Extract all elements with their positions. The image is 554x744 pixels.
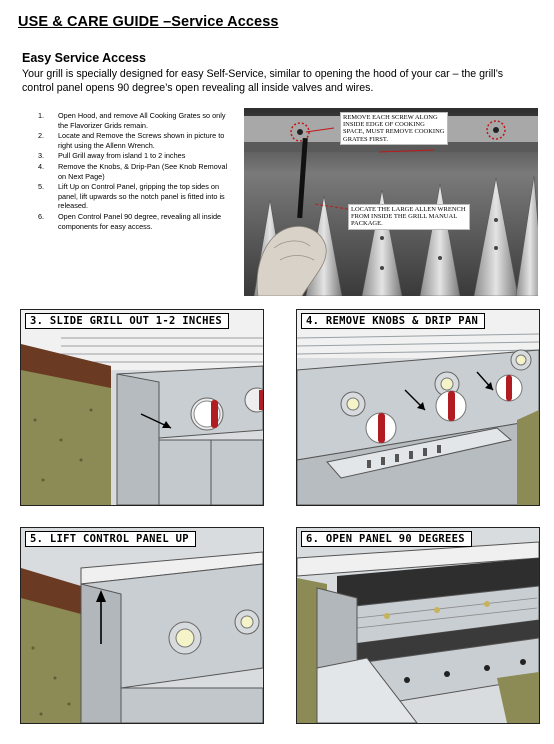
panel-title: 3. SLIDE GRILL OUT 1-2 INCHES — [25, 313, 229, 329]
step-panel-slide-out — [20, 309, 264, 506]
intro-paragraph: Your grill is specially designed for easy Self-Service, similar to opening the hood of your car – the grill’s control panel opens 90 degree’s open revealing all inside valves and wires. — [22, 68, 504, 94]
remove-knobs-illustration — [297, 310, 539, 505]
steps-list — [38, 111, 230, 232]
step-item — [38, 162, 230, 181]
step-number: 3. — [38, 151, 45, 161]
step-text: Remove the Knobs, & Drip-Pan (See Knob Removal on Next Page) — [58, 161, 228, 181]
step-panel-open-panel — [296, 527, 540, 724]
grill-interior-photo — [244, 108, 538, 296]
step-text: Pull Grill away from island 1 to 2 inches — [58, 151, 186, 161]
step-text: Locate and Remove the Screws shown in picture to right using the Allenn Wrench. — [58, 131, 225, 150]
step-item — [38, 111, 230, 130]
step-number: 2. — [38, 131, 45, 141]
step-item — [38, 182, 230, 211]
lift-panel-illustration — [21, 528, 263, 723]
screws-callout: REMOVE EACH SCREW ALONG INSIDE EDGE OF COOKING SPACE, MUST REMOVE COOKING GRATES FIRST. — [340, 112, 448, 145]
step-number: 5. — [38, 182, 45, 192]
step-text: Open Control Panel 90 degree, revealing all inside components for easy access. — [58, 211, 222, 231]
wrench-callout: LOCATE THE LARGE ALLEN WRENCH FROM INSIDE THE GRILL MANUAL PACKAGE. — [348, 204, 470, 230]
section-heading: Easy Service Access — [22, 51, 146, 65]
panel-title: 6. OPEN PANEL 90 DEGREES — [301, 531, 472, 547]
step-number: 4. — [38, 161, 45, 171]
page-title: USE & CARE GUIDE –Service Access — [18, 14, 279, 30]
open-panel-illustration — [297, 528, 539, 723]
step-text: Lift Up on Control Panel, gripping the top sides on panel, lift upwards so the notch panel is fitted into is released. — [58, 182, 225, 211]
step-item — [38, 151, 230, 161]
panel-title: 5. LIFT CONTROL PANEL UP — [25, 531, 196, 547]
panel-title: 4. REMOVE KNOBS & DRIP PAN — [301, 313, 485, 329]
step-item — [38, 212, 230, 231]
step-text: Open Hood, and remove All Cooking Grates so only the Flavorizer Grids remain. — [58, 111, 226, 130]
step-number: 6. — [38, 211, 45, 221]
slide-out-illustration — [21, 310, 263, 505]
step-item — [38, 131, 230, 150]
step-panel-lift-panel — [20, 527, 264, 724]
step-number: 1. — [38, 111, 45, 120]
step-panel-remove-knobs — [296, 309, 540, 506]
